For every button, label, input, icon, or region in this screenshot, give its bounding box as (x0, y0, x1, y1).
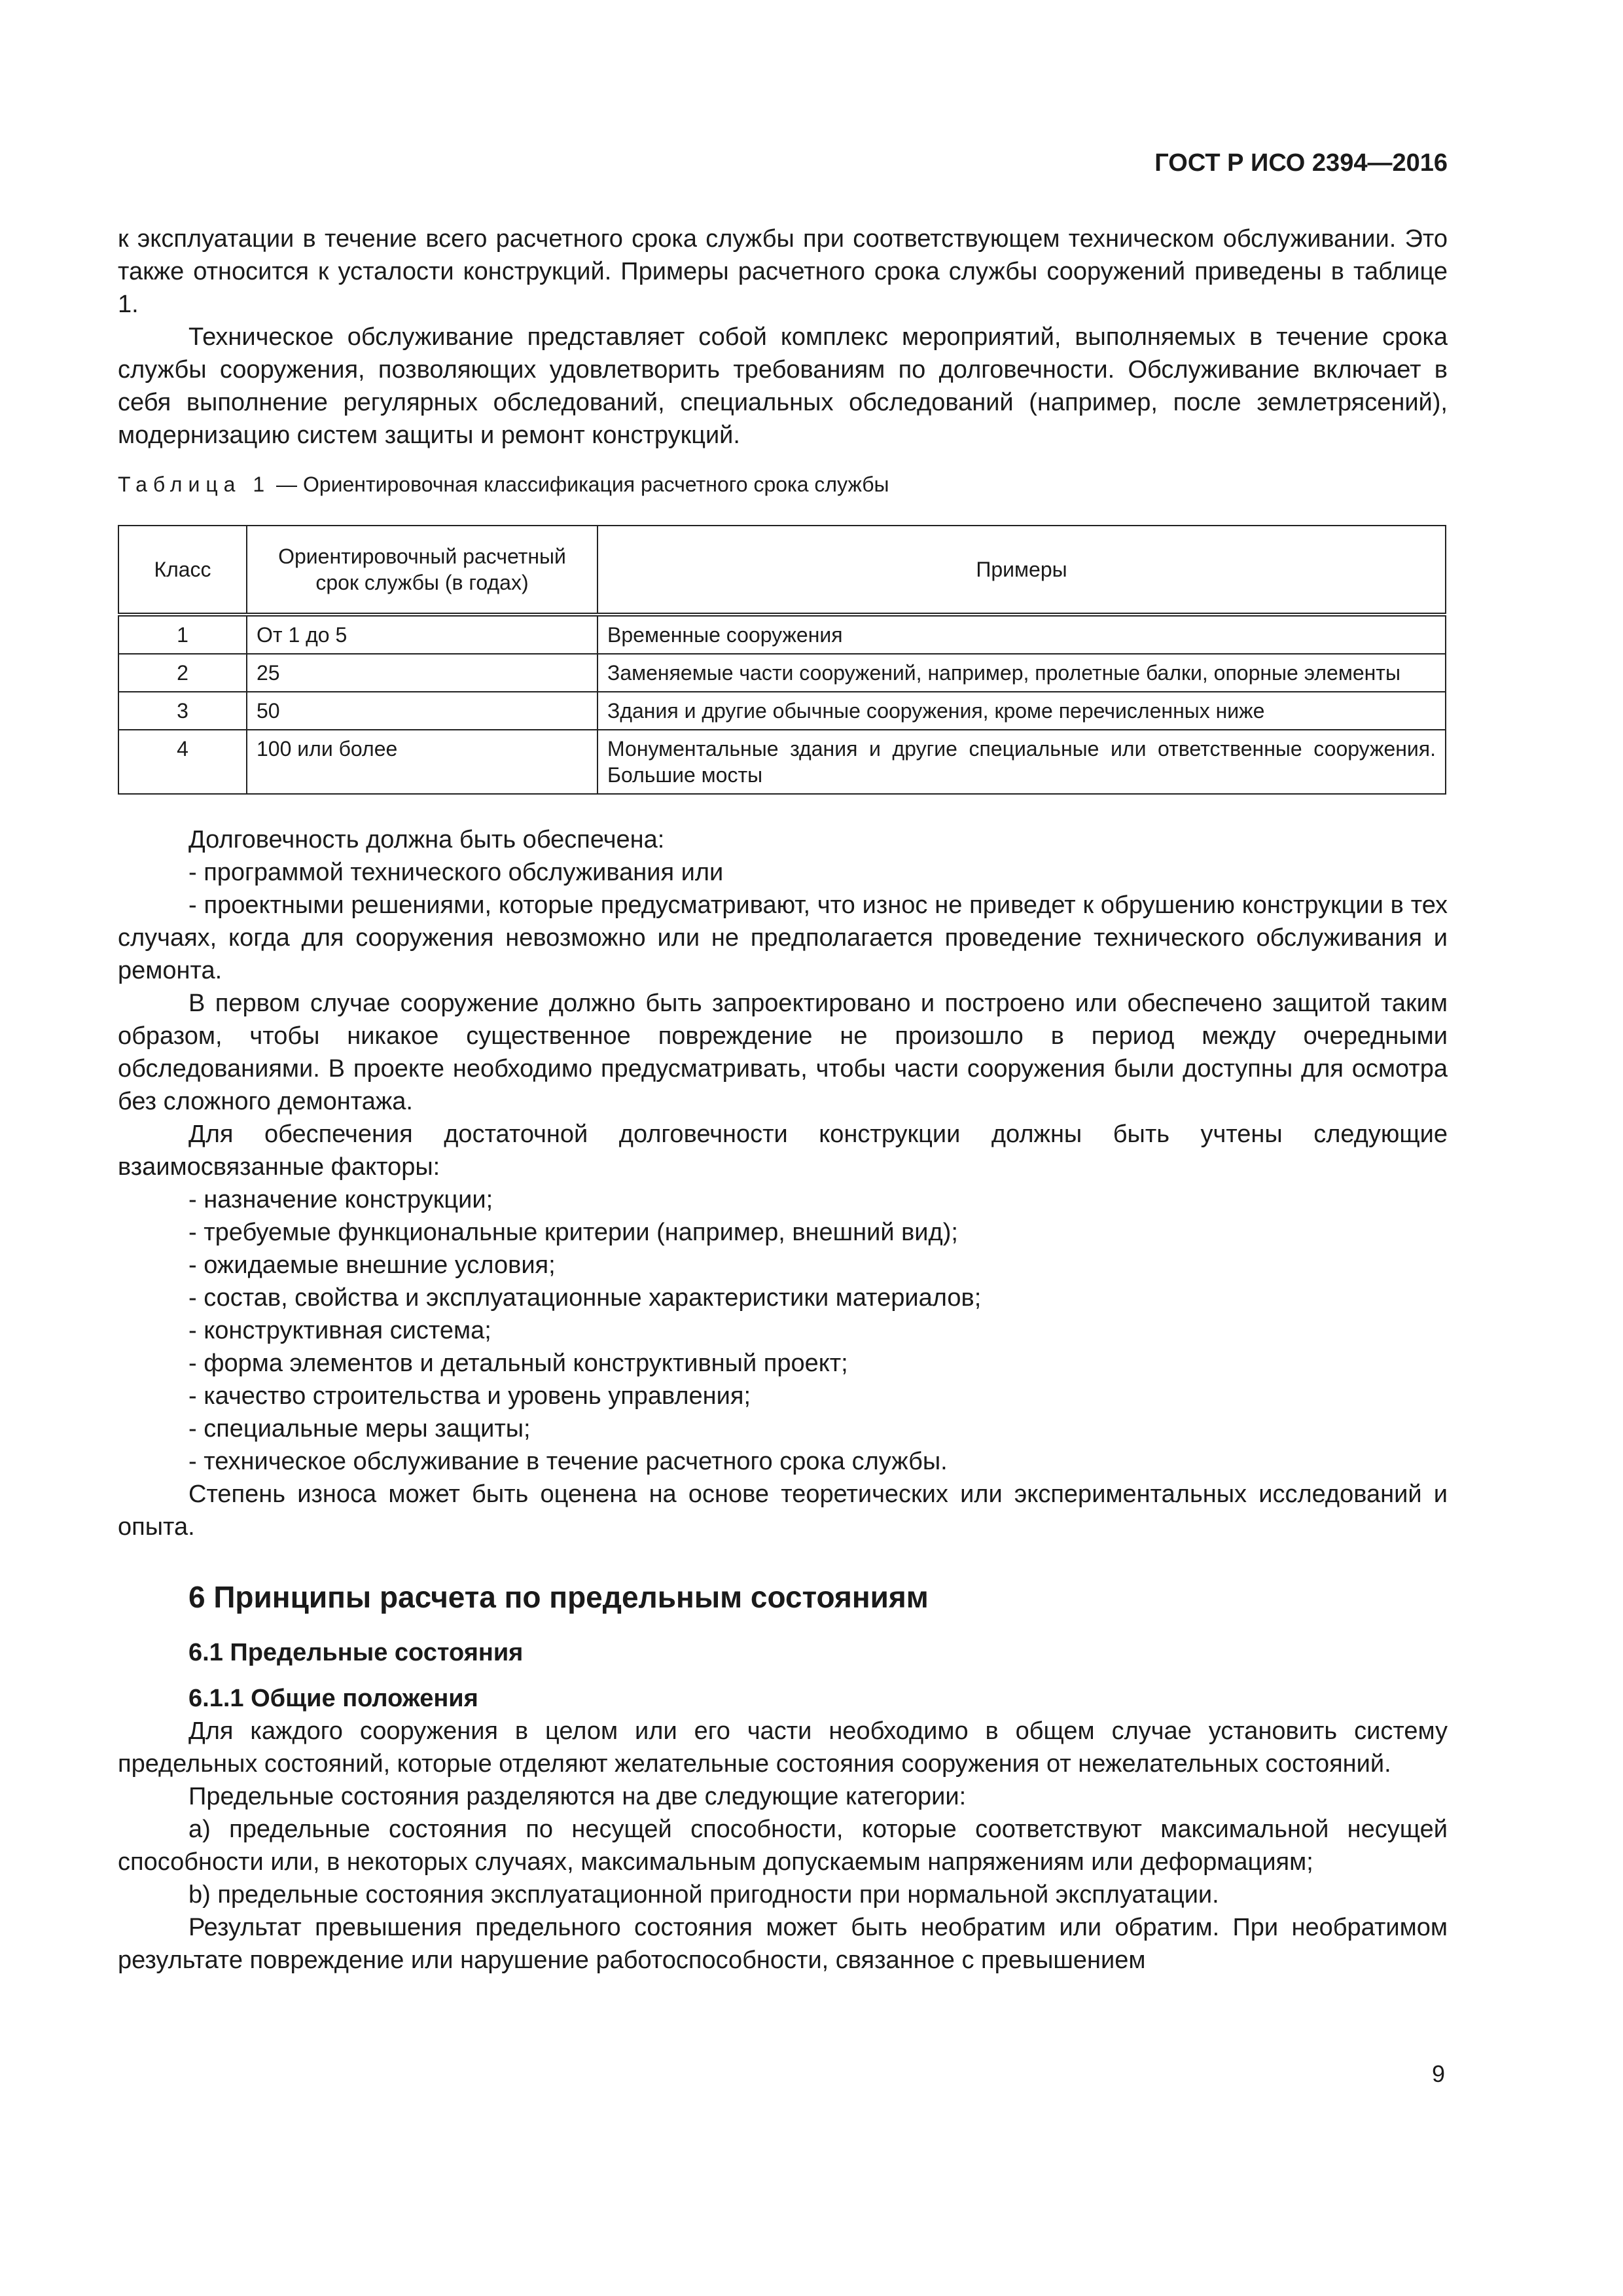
list-item: - специальные меры защиты; (188, 1415, 531, 1443)
paragraph: Предельные состояния разделяются на две следующие категории: (188, 1783, 967, 1810)
subsection-6-1-title: 6.1 Предельные состояния (188, 1639, 524, 1666)
list-item: - конструктивная система; (188, 1317, 491, 1344)
table-row (118, 654, 1446, 692)
page-number: 9 (1431, 2060, 1445, 2087)
cell-class: 3 (118, 692, 247, 730)
header-examples: Примеры (597, 526, 1446, 615)
section-6-text (118, 1715, 1448, 1977)
paragraph: Для каждого сооружения в целом или его части необходимо в общем случае установить систему предельных состояний, которые отделяют желательные состояния сооружения от нежелательных состояний. (118, 1717, 1448, 1778)
list-item: - состав, свойства и эксплуатационные характеристики материалов; (188, 1284, 982, 1312)
table-row (118, 615, 1446, 654)
cell-examples: Монументальные здания и другие специальные или ответственные сооружения. Большие мосты (597, 730, 1446, 794)
table-header-row (118, 526, 1446, 615)
list-item: - качество строительства и уровень управления; (188, 1382, 751, 1410)
intro-text (118, 223, 1448, 452)
paragraph: Долговечность должна быть обеспечена: (188, 826, 665, 853)
section-6-title: 6 Принципы расчета по предельным состояниям (188, 1580, 929, 1614)
cell-class: 2 (118, 654, 247, 692)
cell-class: 4 (118, 730, 247, 794)
list-item: - техническое обслуживание в течение расчетного срока службы. (188, 1448, 948, 1475)
cell-examples: Здания и другие обычные сооружения, кроме перечисленных ниже (597, 692, 1446, 730)
cell-examples: Заменяемые части сооружений, например, пролетные балки, опорные элементы (597, 654, 1446, 692)
cell-examples: Временные сооружения (597, 615, 1446, 654)
cell-class: 1 (118, 615, 247, 654)
durability-text (118, 823, 1448, 1543)
subsection-6-1-1-title: 6.1.1 Общие положения (188, 1685, 478, 1712)
cell-service-life: 50 (247, 692, 597, 730)
paragraph: Для обеспечения достаточной долговечности конструкции должны быть учтены следующие взаимосвязанные факторы: (118, 1121, 1448, 1181)
table-row (118, 730, 1446, 794)
list-item: - ожидаемые внешние условия; (188, 1251, 556, 1279)
paragraph: - проектными решениями, которые предусматривают, что износ не приведет к обрушению конструкции в тех случаях, когда для сооружения невозможно или не предполагается проведение технического обслуживания и ремонта. (118, 891, 1448, 984)
header-class: Класс (118, 526, 247, 615)
list-item: - требуемые функциональные критерии (например, внешний вид); (188, 1219, 958, 1246)
paragraph: Техническое обслуживание представляет собой комплекс мероприятий, выполняемых в течение срока службы сооружения, позволяющих удовлетворить требованиям по долговечности. Обслуживание включает в себя выполнение регулярных обследований, специальных обследований (например, после землетрясений), модернизацию систем защиты и ремонт конструкций. (118, 323, 1448, 449)
table-caption-label: Таблица 1 (118, 473, 271, 496)
cell-service-life: 25 (247, 654, 597, 692)
list-item: - форма элементов и детальный конструктивный проект; (188, 1350, 848, 1377)
page-content (118, 223, 1448, 1977)
service-life-table (118, 525, 1446, 795)
table-caption-text: — Ориентировочная классификация расчетного срока службы (270, 473, 889, 496)
table-row (118, 692, 1446, 730)
cell-service-life: От 1 до 5 (247, 615, 597, 654)
header-service-life: Ориентировочный расчетный срок службы (в годах) (247, 526, 597, 615)
paragraph: В первом случае сооружение должно быть запроектировано и построено или обеспечено защитой таким образом, чтобы никакое существенное повреждение не произошло в период между очередными обследованиями. В проекте необходимо предусматривать, чтобы части сооружения были доступны для осмотра без сложного демонтажа. (118, 990, 1448, 1115)
paragraph: Результат превышения предельного состояния может быть необратим или обратим. При необратимом результате повреждение или нарушение работоспособности, связанное с превышением (118, 1914, 1448, 1974)
paragraph: к эксплуатации в течение всего расчетного срока службы при соответствующем техническом обслуживании. Это также относится к усталости конструкций. Примеры расчетного срока службы сооружений приведены в таблице 1. (118, 225, 1448, 318)
paragraph: Степень износа может быть оценена на основе теоретических или экспериментальных исследований и опыта. (118, 1480, 1448, 1541)
paragraph: - программой технического обслуживания или (188, 859, 724, 886)
cell-service-life: 100 или более (247, 730, 597, 794)
list-item: - назначение конструкции; (188, 1186, 493, 1213)
paragraph: b) предельные состояния эксплуатационной пригодности при нормальной эксплуатации. (188, 1881, 1219, 1909)
paragraph: а) предельные состояния по несущей способности, которые соответствуют максимальной несущей способности или, в некоторых случаях, максимальным допускаемым напряжениям или деформациям; (118, 1816, 1448, 1876)
table-caption (118, 471, 1448, 497)
document-header: ГОСТ Р ИСО 2394—2016 (1154, 149, 1448, 177)
